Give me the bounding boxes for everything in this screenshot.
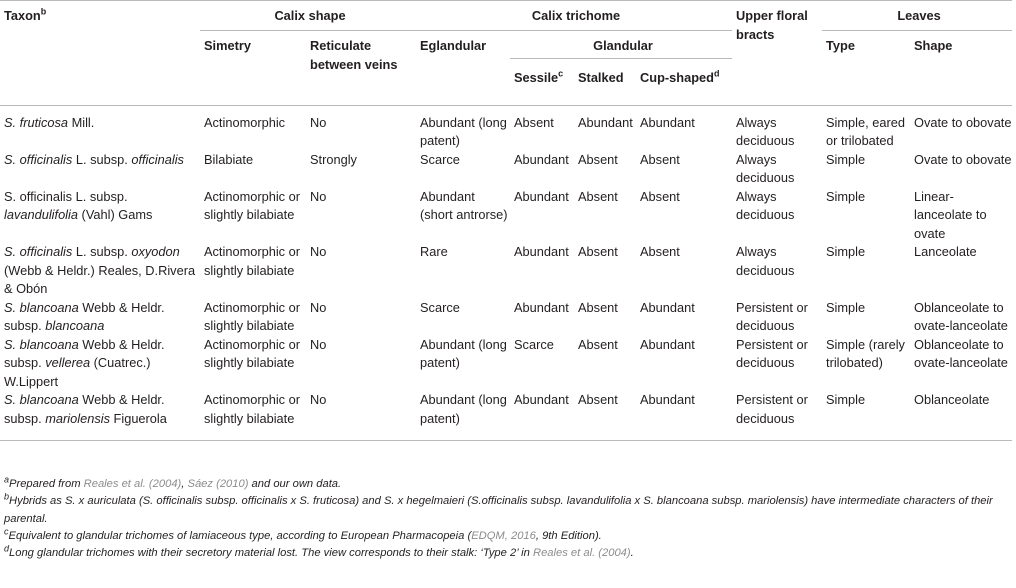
header-reticulate: Reticulate between veins bbox=[310, 38, 398, 72]
cell-bracts: Always deciduous bbox=[736, 244, 795, 278]
taxon-part: officinalis bbox=[131, 151, 184, 167]
table-row bbox=[0, 391, 1012, 441]
table-row bbox=[0, 243, 1012, 299]
cell-type: Simple (rarely trilobated) bbox=[826, 336, 905, 370]
cell-bracts: Persistent or deciduous bbox=[736, 299, 808, 333]
cell-cup: Absent bbox=[640, 188, 680, 204]
taxon-part: L. subsp. bbox=[72, 244, 132, 259]
header-sessile: Sessile$^c$ bbox=[514, 68, 564, 85]
table-row bbox=[0, 299, 1012, 336]
taxon-part: L. subsp. bbox=[72, 151, 132, 167]
cell-taxon bbox=[0, 299, 200, 336]
cell-stalked: Absent bbox=[574, 391, 636, 441]
taxon-part: S. officinalis bbox=[4, 151, 73, 167]
taxon-part: S. officinalis L. subsp. bbox=[4, 188, 128, 204]
footnote-text: Prepared from bbox=[9, 478, 84, 490]
cell-cup: Abundant bbox=[640, 114, 695, 130]
cell-shape: Oblanceolate bbox=[910, 391, 1012, 441]
cell-simetry: Actinomorphic or slightly bilabiate bbox=[204, 244, 301, 278]
taxon-part: Mill. bbox=[68, 114, 95, 130]
cell-reticulate: No bbox=[310, 188, 327, 204]
footnote-text: , 9th Edition). bbox=[535, 529, 602, 542]
cell-stalked: Absent bbox=[578, 244, 618, 259]
taxon-part: S. blancoana bbox=[4, 336, 79, 352]
reference-link[interactable]: EDQM, 2016 bbox=[471, 529, 536, 542]
taxon-part: mariolensis bbox=[45, 410, 110, 426]
header-eglandular: Eglandular bbox=[420, 38, 487, 53]
reference-link[interactable]: Reales et al. (2004) bbox=[83, 478, 182, 490]
cell-sessile: Abundant bbox=[514, 151, 569, 167]
cell-bracts: Persistent or deciduous bbox=[736, 336, 808, 370]
cell-taxon bbox=[0, 336, 200, 392]
cell-cup: Abundant bbox=[640, 336, 695, 352]
cell-stalked: Absent bbox=[578, 151, 618, 167]
cell-reticulate: No bbox=[306, 391, 416, 441]
footnote-mark: d bbox=[4, 543, 10, 554]
taxon-part: blancoana bbox=[45, 318, 105, 333]
cell-shape: Lanceolate bbox=[914, 244, 977, 259]
footnote-a bbox=[4, 476, 1010, 493]
taxon-part: (Cuatrec.) W.Lippert bbox=[4, 355, 151, 389]
cell-eglandular: Abundant (long patent) bbox=[416, 391, 510, 441]
cell-type: Simple bbox=[826, 151, 866, 167]
cell-eglandular: Rare bbox=[420, 244, 448, 259]
cell-sessile: Abundant bbox=[514, 299, 569, 315]
cell-eglandular: Abundant (short antrorse) bbox=[420, 188, 508, 222]
cell-taxon bbox=[0, 151, 200, 188]
footnote-mark: b bbox=[4, 491, 10, 502]
footnote-mark: a bbox=[4, 474, 10, 485]
cell-eglandular: Scarce bbox=[420, 151, 460, 167]
footnote-text: Long glandular trichomes with their secretory material lost. The view corresponds to their stalk: ‘Type 2’ in bbox=[9, 547, 533, 560]
cell-type: Simple, eared or trilobated bbox=[826, 114, 905, 148]
cell-reticulate: No bbox=[310, 299, 327, 315]
cell-simetry: Actinomorphic or slightly bilabiate bbox=[204, 336, 301, 370]
cell-bracts: Always deciduous bbox=[736, 151, 795, 185]
cell-cup: Absent bbox=[640, 151, 680, 167]
footnote-d bbox=[4, 545, 1010, 562]
footnote-mark: c bbox=[4, 526, 9, 537]
reference-link[interactable]: Reales et al. (2004) bbox=[533, 547, 631, 560]
cell-sessile: Absent bbox=[514, 114, 554, 130]
cell-simetry: Actinomorphic or slightly bilabiate bbox=[204, 299, 301, 333]
table-row bbox=[0, 151, 1012, 188]
taxon-part: S. blancoana bbox=[4, 392, 79, 407]
header-taxon: Taxon$^b$ bbox=[0, 1, 200, 105]
cell-simetry: Bilabiate bbox=[204, 151, 254, 167]
cell-eglandular: Abundant (long patent) bbox=[420, 114, 507, 148]
footnotes bbox=[4, 476, 1010, 562]
taxon-part: oxyodon bbox=[131, 244, 180, 259]
footnote-b bbox=[4, 493, 1010, 528]
cell-cup: Absent bbox=[640, 244, 680, 259]
header-calix-shape: Calix shape bbox=[200, 1, 416, 31]
cell-stalked: Absent bbox=[578, 299, 618, 315]
cell-shape: Oblanceolate to ovate-lanceolate bbox=[914, 299, 1008, 333]
cell-stalked: Absent bbox=[578, 188, 618, 204]
taxon-part: Figuerola bbox=[109, 410, 167, 426]
header-type: Type bbox=[826, 38, 855, 53]
taxon-part: Webb & Heldr. subsp. bbox=[4, 299, 165, 333]
cell-taxon bbox=[0, 188, 200, 244]
cell-shape: Ovate to obovate bbox=[914, 151, 1012, 167]
cell-bracts: Always deciduous bbox=[736, 114, 795, 148]
cell-eglandular: Abundant (long patent) bbox=[420, 336, 507, 370]
taxon-part: S. fruticosa bbox=[4, 114, 69, 130]
footnote-text: Equivalent to glandular trichomes of lamiaceous type, according to European Pharmacopeia ( bbox=[8, 529, 472, 542]
header-calix-trichome: Calix trichome bbox=[416, 1, 732, 31]
reference-link[interactable]: Sáez (2010) bbox=[187, 478, 249, 490]
cell-reticulate: No bbox=[310, 336, 327, 352]
cell-reticulate: No bbox=[310, 244, 327, 259]
header-shape: Shape bbox=[914, 38, 953, 53]
table-row bbox=[0, 336, 1012, 392]
header-simetry: Simetry bbox=[204, 38, 251, 53]
cell-shape: Linear-lanceolate to ovate bbox=[914, 188, 987, 241]
table-body bbox=[0, 105, 1012, 441]
cell-reticulate: No bbox=[310, 114, 327, 130]
cell-shape: Ovate to obovate bbox=[914, 114, 1012, 130]
cell-type: Simple bbox=[822, 391, 910, 441]
cell-simetry: Actinomorphic bbox=[204, 114, 286, 130]
cell-reticulate: Strongly bbox=[310, 151, 357, 167]
header-cup-shaped: Cup-shaped$^d$ bbox=[640, 68, 720, 85]
taxon-part: lavandulifolia bbox=[4, 207, 78, 222]
cell-taxon bbox=[0, 105, 200, 151]
table-row bbox=[0, 188, 1012, 244]
footnote-text: . bbox=[630, 547, 634, 560]
taxon-part: (Webb & Heldr.) Reales, D.Rivera & Obón bbox=[4, 262, 196, 296]
header-glandular: Glandular bbox=[510, 31, 732, 59]
cell-sessile: Abundant bbox=[510, 391, 574, 441]
header-leaves: Leaves bbox=[822, 1, 1012, 31]
footnote-text: Hybrids as S. x auriculata (S. officinalis subsp. officinalis x S. fruticosa) and S. x hegelmaieri (S.officinalis subsp. lavandulifolia x S. blancoana subsp. mariolensis) have intermediate characters of their parental. bbox=[4, 495, 993, 525]
header-stalked: Stalked bbox=[578, 70, 624, 85]
taxon-part: vellerea bbox=[45, 355, 91, 370]
taxon-part: Webb & Heldr. subsp. bbox=[4, 392, 165, 426]
cell-bracts: Persistent or deciduous bbox=[732, 391, 822, 441]
taxon-part: S. blancoana bbox=[4, 299, 79, 315]
footnote-text: and our own data. bbox=[248, 478, 342, 490]
cell-type: Simple bbox=[826, 244, 866, 259]
cell-sessile: Abundant bbox=[514, 188, 569, 204]
cell-shape: Oblanceolate to ovate-lanceolate bbox=[914, 336, 1008, 370]
cell-taxon bbox=[0, 391, 200, 441]
cell-sessile: Abundant bbox=[514, 244, 569, 259]
cell-eglandular: Scarce bbox=[420, 299, 460, 315]
taxon-part: S. officinalis bbox=[4, 244, 73, 259]
cell-bracts: Always deciduous bbox=[736, 188, 795, 222]
header-upper-floral-bracts: Upper floral bracts bbox=[732, 1, 822, 105]
cell-taxon bbox=[0, 243, 200, 299]
cell-cup: Abundant bbox=[640, 299, 695, 315]
cell-sessile: Scarce bbox=[514, 336, 554, 352]
footnote-c bbox=[4, 528, 1010, 545]
cell-type: Simple bbox=[826, 188, 866, 204]
taxon-part: Webb & Heldr. subsp. bbox=[4, 336, 165, 370]
cell-stalked: Absent bbox=[578, 336, 618, 352]
cell-simetry: Actinomorphic or slightly bilabiate bbox=[200, 391, 306, 441]
table-row bbox=[0, 105, 1012, 151]
taxon-part: (Vahl) Gams bbox=[78, 207, 153, 222]
cell-type: Simple bbox=[826, 299, 866, 315]
cell-stalked: Abundant bbox=[578, 114, 633, 130]
cell-simetry: Actinomorphic or slightly bilabiate bbox=[204, 188, 301, 222]
cell-cup: Abundant bbox=[636, 391, 732, 441]
footnote-text: , bbox=[181, 478, 188, 490]
